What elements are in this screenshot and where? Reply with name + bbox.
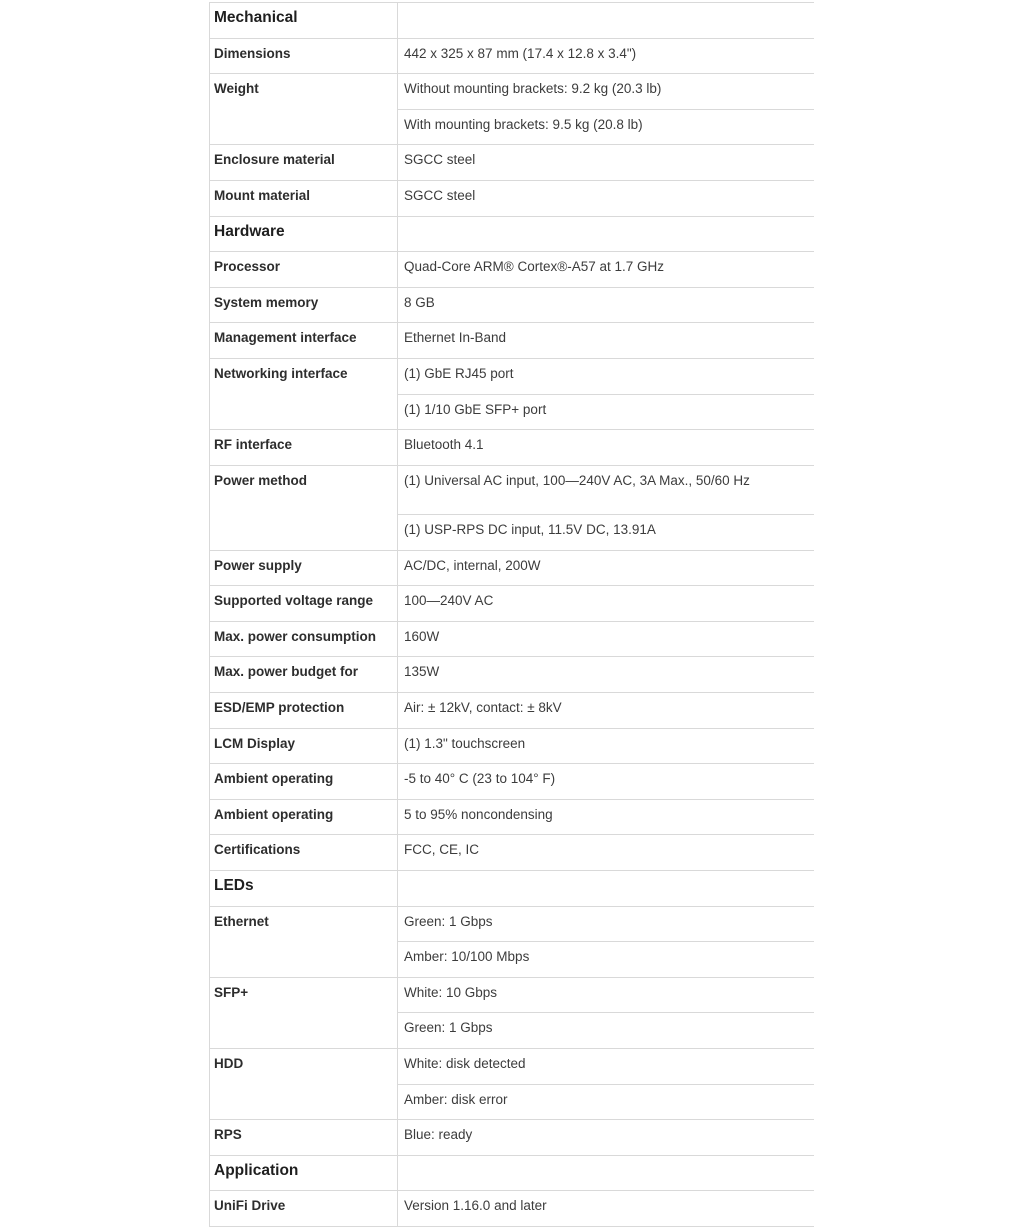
spec-value: -5 to 40° C (23 to 104° F) <box>398 764 814 800</box>
table-row <box>210 323 814 359</box>
table-row <box>210 1120 814 1156</box>
table-row <box>210 764 814 800</box>
spec-value: White: 10 Gbps <box>398 977 814 1013</box>
spec-label: Mount material <box>210 180 398 216</box>
section-title: LEDs <box>210 871 398 907</box>
spec-label: Power supply <box>210 550 398 586</box>
table-row <box>210 358 814 394</box>
spec-value: (1) USP-RPS DC input, 11.5V DC, 13.91A <box>398 515 814 551</box>
section-empty-cell <box>398 1155 814 1191</box>
spec-value: 135W <box>398 657 814 693</box>
table-row <box>210 465 814 514</box>
section-empty-cell <box>398 871 814 907</box>
table-row <box>210 977 814 1013</box>
table-row <box>210 799 814 835</box>
spec-value: AC/DC, internal, 200W <box>398 550 814 586</box>
section-header-row <box>210 871 814 907</box>
table-row <box>210 550 814 586</box>
spec-label: Ethernet <box>210 906 398 977</box>
spec-label: Processor <box>210 252 398 288</box>
spec-value: 100—240V AC <box>398 586 814 622</box>
table-row <box>210 180 814 216</box>
spec-value: Version 1.16.0 and later <box>398 1191 814 1227</box>
spec-value: (1) Universal AC input, 100—240V AC, 3A Max., 50/60 Hz <box>398 465 814 514</box>
table-row <box>210 145 814 181</box>
spec-label: Networking interface <box>210 358 398 429</box>
spec-value: Quad-Core ARM® Cortex®-A57 at 1.7 GHz <box>398 252 814 288</box>
spec-value: Ethernet In-Band <box>398 323 814 359</box>
spec-label: Weight <box>210 74 398 145</box>
spec-label: Max. power budget for <box>210 657 398 693</box>
spec-value: 442 x 325 x 87 mm (17.4 x 12.8 x 3.4") <box>398 38 814 74</box>
table-row <box>210 287 814 323</box>
section-empty-cell <box>398 216 814 252</box>
table-row <box>210 586 814 622</box>
section-header-row <box>210 3 814 39</box>
table-row <box>210 1049 814 1085</box>
spec-label: Max. power consumption <box>210 621 398 657</box>
table-row <box>210 74 814 110</box>
spec-value: SGCC steel <box>398 180 814 216</box>
section-header-row <box>210 1155 814 1191</box>
spec-value: Amber: disk error <box>398 1084 814 1120</box>
table-row <box>210 621 814 657</box>
section-empty-cell <box>398 3 814 39</box>
spec-value: 160W <box>398 621 814 657</box>
spec-table-body <box>210 3 814 1227</box>
spec-value: Air: ± 12kV, contact: ± 8kV <box>398 693 814 729</box>
spec-label: SFP+ <box>210 977 398 1048</box>
spec-value: With mounting brackets: 9.5 kg (20.8 lb) <box>398 109 814 145</box>
table-row <box>210 693 814 729</box>
section-header-row <box>210 216 814 252</box>
spec-label: LCM Display <box>210 728 398 764</box>
table-row <box>210 835 814 871</box>
spec-value: Green: 1 Gbps <box>398 1013 814 1049</box>
spec-value: Green: 1 Gbps <box>398 906 814 942</box>
spec-label: HDD <box>210 1049 398 1120</box>
spec-label: RF interface <box>210 430 398 466</box>
spec-label: Certifications <box>210 835 398 871</box>
table-row <box>210 906 814 942</box>
table-row <box>210 657 814 693</box>
spec-label: System memory <box>210 287 398 323</box>
section-title: Mechanical <box>210 3 398 39</box>
spec-value: Without mounting brackets: 9.2 kg (20.3 lb) <box>398 74 814 110</box>
table-row <box>210 728 814 764</box>
spec-value: Blue: ready <box>398 1120 814 1156</box>
spec-label: Ambient operating <box>210 799 398 835</box>
spec-label: RPS <box>210 1120 398 1156</box>
spec-value: Amber: 10/100 Mbps <box>398 942 814 978</box>
spec-label: Power method <box>210 465 398 550</box>
spec-label: Dimensions <box>210 38 398 74</box>
table-row <box>210 252 814 288</box>
spec-value: (1) 1/10 GbE SFP+ port <box>398 394 814 430</box>
spec-value: 8 GB <box>398 287 814 323</box>
spec-value: (1) 1.3" touchscreen <box>398 728 814 764</box>
spec-label: UniFi Drive <box>210 1191 398 1227</box>
spec-value: Bluetooth 4.1 <box>398 430 814 466</box>
spec-value: White: disk detected <box>398 1049 814 1085</box>
spec-label: ESD/EMP protection <box>210 693 398 729</box>
section-title: Application <box>210 1155 398 1191</box>
spec-label: Enclosure material <box>210 145 398 181</box>
spec-value: FCC, CE, IC <box>398 835 814 871</box>
spec-value: SGCC steel <box>398 145 814 181</box>
section-title: Hardware <box>210 216 398 252</box>
spec-value: (1) GbE RJ45 port <box>398 358 814 394</box>
table-row <box>210 1191 814 1227</box>
spec-value: 5 to 95% noncondensing <box>398 799 814 835</box>
spec-label: Management interface <box>210 323 398 359</box>
spec-label: Ambient operating <box>210 764 398 800</box>
spec-label: Supported voltage range <box>210 586 398 622</box>
table-row <box>210 38 814 74</box>
spec-table <box>209 2 814 1227</box>
table-row <box>210 430 814 466</box>
